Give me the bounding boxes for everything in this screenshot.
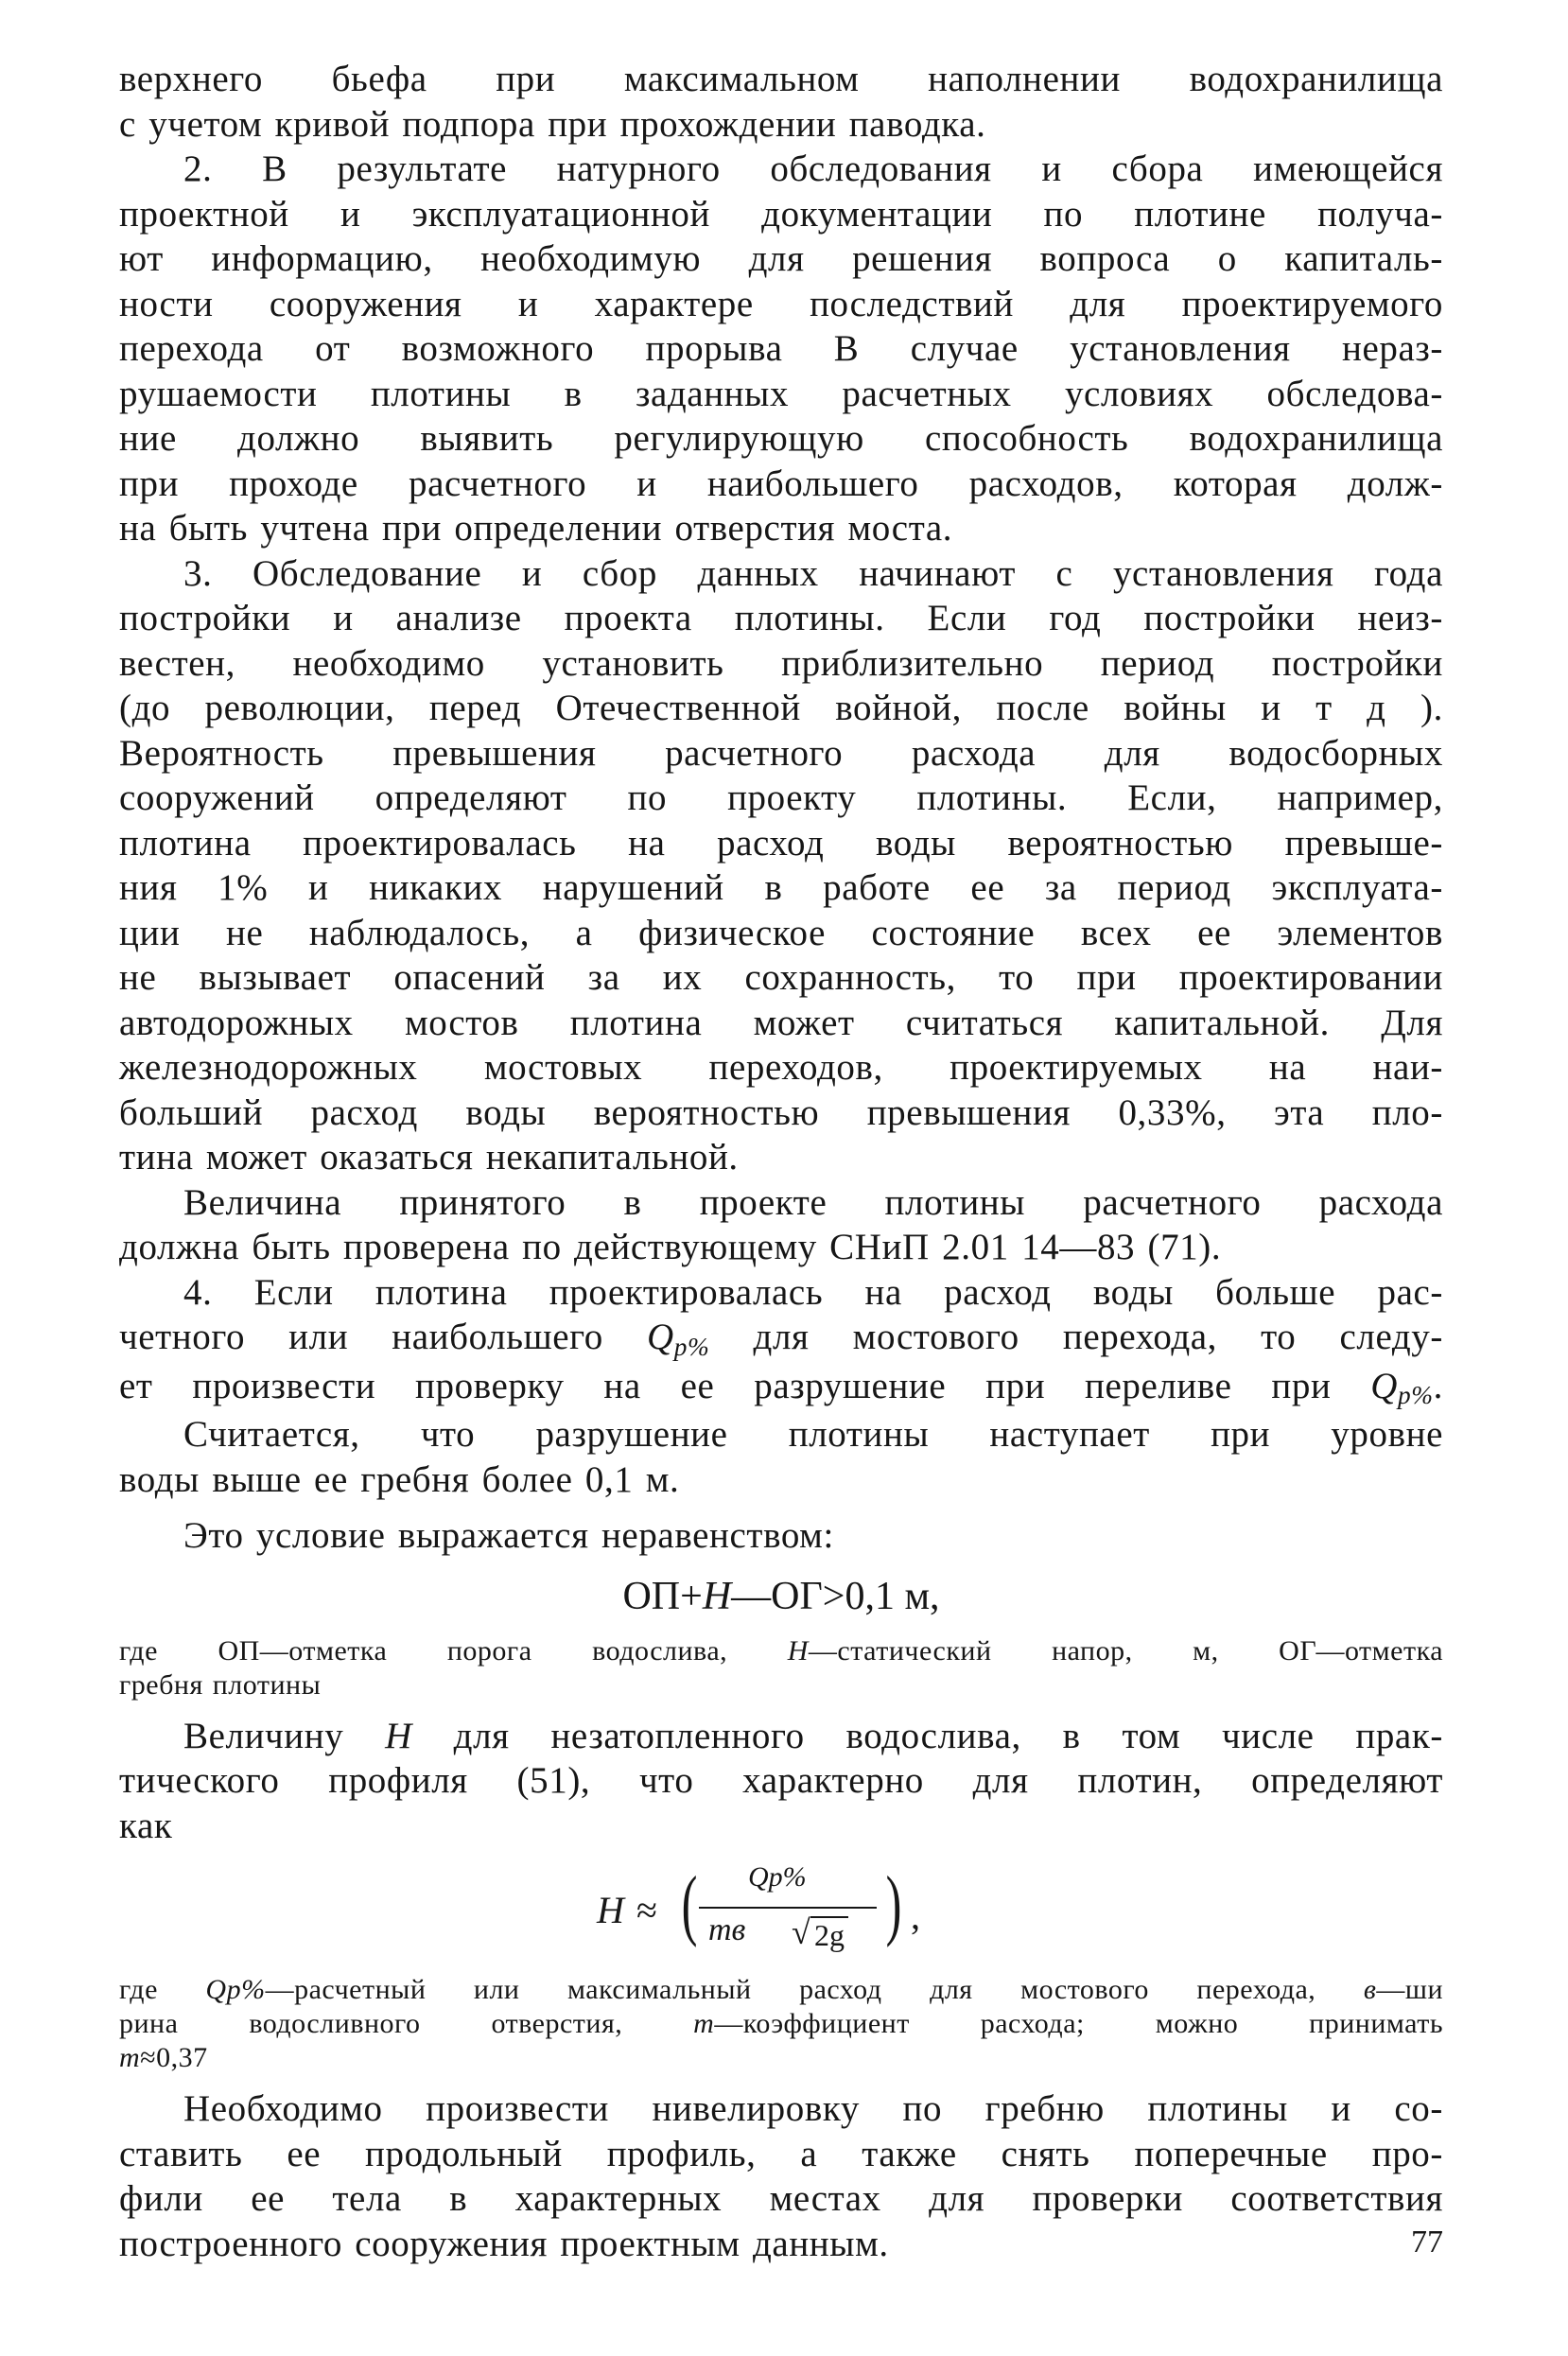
text-line: рина водосливного отверстия, m—коэффициент расхода; можно принимать (119, 2008, 1444, 2039)
text-line: где ОП—отметка порога водослива, H—статический напор, м, ОГ—отметка (119, 1634, 1444, 1667)
radicand: 2g (810, 1916, 848, 1953)
formula-note-1 (119, 1634, 1443, 1702)
paragraph-4 (119, 1180, 1443, 1270)
formula-note-2 (119, 1973, 1443, 2075)
text-fragment: для мостового перехода, то следу- (753, 1317, 1443, 1357)
text-line: ции не наблюдалось, а физическое состояние всех ее элементов (119, 912, 1443, 953)
text-line: 2. В результате натурного обследования и сбора имеющейся (183, 148, 1443, 189)
text-line: на быть учтена при определении отверстия моста. (119, 508, 953, 549)
text-line: верхнего бьефа при максимальном наполнении водохранилища (119, 59, 1443, 99)
text-line: где Qp%—расчетный или максимальный расход для мостового перехода, в—ши (119, 1974, 1443, 2005)
q-symbol: Qp% (1370, 1365, 1434, 1410)
text-line: вестен, необходимо установить приблизительно период постройки (119, 642, 1443, 684)
paragraph-2 (119, 147, 1443, 551)
left-paren: ( (681, 1860, 698, 1948)
formula-head (119, 1856, 1443, 1969)
formula-H: H (597, 1889, 624, 1931)
text-line: должна быть проверена по действующему СНиП 2.01 14—83 (71). (119, 1227, 1222, 1267)
text-line: тина может оказаться некапитальной. (119, 1137, 739, 1178)
text-line: Величина принятого в проекте плотины расчетного расхода (183, 1181, 1443, 1223)
paragraph-3 (119, 551, 1443, 1180)
q-symbol: Qp% (647, 1317, 710, 1361)
text-line: с учетом кривой подпора при прохождении паводка. (119, 103, 986, 145)
text-line: Величину H для незатопленного водослива, в том числе прак- (183, 1715, 1443, 1756)
text-line: Это условие выражается неравенством: (183, 1515, 834, 1556)
formula-condition: ОП+H—ОГ>0,1 м, (622, 1574, 940, 1618)
text-line: больший расход воды вероятностью превышения 0,33%, эта пло- (119, 1091, 1443, 1133)
text-line: m≈0,37 (119, 2042, 208, 2073)
formula-comma: , (911, 1894, 920, 1937)
text-line: при проходе расчетного и наибольшего расходов, которая долж- (119, 462, 1443, 504)
text-line: не вызывает опасений за их сохранность, то при проектировании (119, 957, 1443, 998)
paragraph-6 (119, 1412, 1443, 1502)
page-number: 77 (1411, 2225, 1443, 2260)
text-line: (до революции, перед Отечественной войной, после войны и т д ). (119, 688, 1443, 728)
text-line (119, 1315, 1443, 1364)
formula-denominator: mв (708, 1912, 746, 1947)
text-line: построенного сооружения проектным данным. (119, 2223, 889, 2264)
paragraph-9 (119, 2086, 1443, 2266)
text-line: ности сооружения и характере последствий для проектируемого (119, 283, 1443, 324)
text-line: рушаемости плотины в заданных расчетных условиях обследова- (119, 373, 1443, 414)
paragraph-5 (119, 1270, 1443, 1413)
formula-numerator: Qp% (748, 1861, 807, 1893)
text-line: 3. Обследование и сбор данных начинают с установления года (183, 552, 1443, 594)
text-line: автодорожных мостов плотина может считаться капитальной. Для (119, 1002, 1443, 1043)
text-line: фили ее тела в характерных местах для проверки соответствия (119, 2178, 1443, 2219)
paragraph-8 (119, 1714, 1443, 1849)
text-fragment: ет произвести проверку на ее разрушение при переливе при (119, 1365, 1332, 1406)
text-line: постройки и анализе проекта плотины. Если год постройки неиз- (119, 598, 1443, 638)
text-fragment: четного или наибольшего (119, 1317, 603, 1357)
text-line: ют информацию, необходимую для решения вопроса о капиталь- (119, 238, 1443, 279)
text-line: Необходимо произвести нивелировку по гребню плотины и со- (183, 2088, 1443, 2129)
text-line: ет произвести проверку на ее разрушение при переливе при Qp%. (119, 1365, 1443, 1410)
text-line: ние должно выявить регулирующую способность водохранилища (119, 418, 1443, 459)
text-line: гребня плотины (119, 1668, 322, 1701)
text-line: сооружений определяют по проекту плотины. Если, например, (119, 777, 1443, 818)
text-line: воды выше ее гребня более 0,1 м. (119, 1458, 680, 1500)
text-line: как (119, 1805, 173, 1846)
document-page (119, 57, 1443, 2308)
text-line: проектной и эксплуатационной документации по плотине получа- (119, 193, 1443, 235)
right-paren: ) (885, 1860, 902, 1948)
paragraph-top (119, 57, 1443, 147)
text-line: 4. Если плотина проектировалась на расход воды больше рас- (183, 1271, 1443, 1313)
text-line: перехода от возможного прорыва В случае установления нераз- (119, 328, 1443, 369)
text-line: ставить ее продольный профиль, а также снять поперечные про- (119, 2133, 1443, 2174)
text-line: плотина проектировалась на расход воды вероятностью превыше- (119, 822, 1443, 864)
sqrt-sign: √ (792, 1913, 810, 1951)
fraction-bar (699, 1907, 877, 1909)
text-line: железнодорожных мостовых переходов, проектируемых на наи- (119, 1047, 1443, 1088)
paragraph-7 (119, 1513, 1443, 1559)
approx-sign: ≈ (636, 1889, 657, 1931)
text-line: ния 1% и никаких нарушений в работе ее за период эксплуата- (119, 867, 1443, 908)
text-line: Считается, что разрушение плотины наступает при уровне (183, 1414, 1443, 1455)
text-line: тического профиля (51), что характерно для плотин, определяют (119, 1760, 1443, 1801)
text-line: Вероятность превышения расчетного расхода для водосборных (119, 732, 1443, 774)
